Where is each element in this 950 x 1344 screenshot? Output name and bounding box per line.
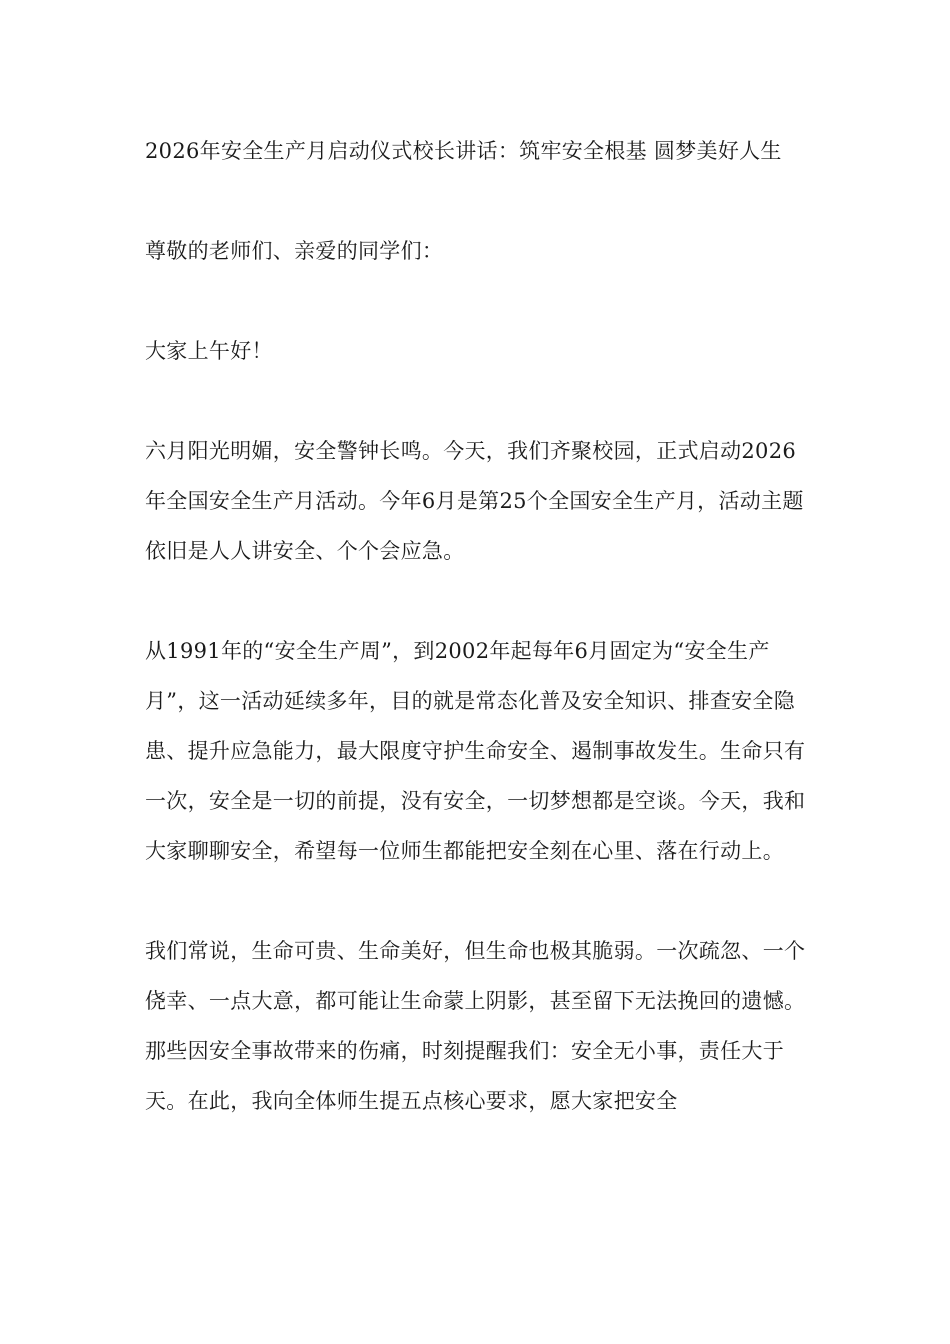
greeting-paragraph: 大家上午好！ xyxy=(145,339,273,363)
requirements-paragraph: 我们常说，生命可贵、生命美好，但生命也极其脆弱。一次疏忽、一个侥幸、一点大意，都可能让生命蒙上阴影，甚至留下无法挽回的遗憾。那些因安全事故带来的伤痛，时刻提醒我们：安全无小事，责任大于天。在此，我向全体师生提五点核心要求，愿大家把安全 xyxy=(145,939,806,1113)
salutation-paragraph: 尊敬的老师们、亲爱的同学们： xyxy=(145,239,444,263)
intro-paragraph: 六月阳光明媚，安全警钟长鸣。今天，我们齐聚校园，正式启动2026年全国安全生产月活动。今年6月是第25个全国安全生产月，活动主题依旧是人人讲安全、个个会应急。 xyxy=(145,439,804,563)
document-body xyxy=(145,126,810,1176)
history-paragraph: 从1991年的“安全生产周”，到2002年起每年6月固定为“安全生产月”，这一活动延续多年，目的就是常态化普及安全知识、排查安全隐患、提升应急能力，最大限度守护生命安全、遏制事故发生。生命只有一次，安全是一切的前提，没有安全，一切梦想都是空谈。今天，我和大家聊聊安全，希望每一位师生都能把安全刻在心里、落在行动上。 xyxy=(145,639,806,863)
document-title: 2026年安全生产月启动仪式校长讲话：筑牢安全根基 圆梦美好人生 xyxy=(145,139,782,163)
